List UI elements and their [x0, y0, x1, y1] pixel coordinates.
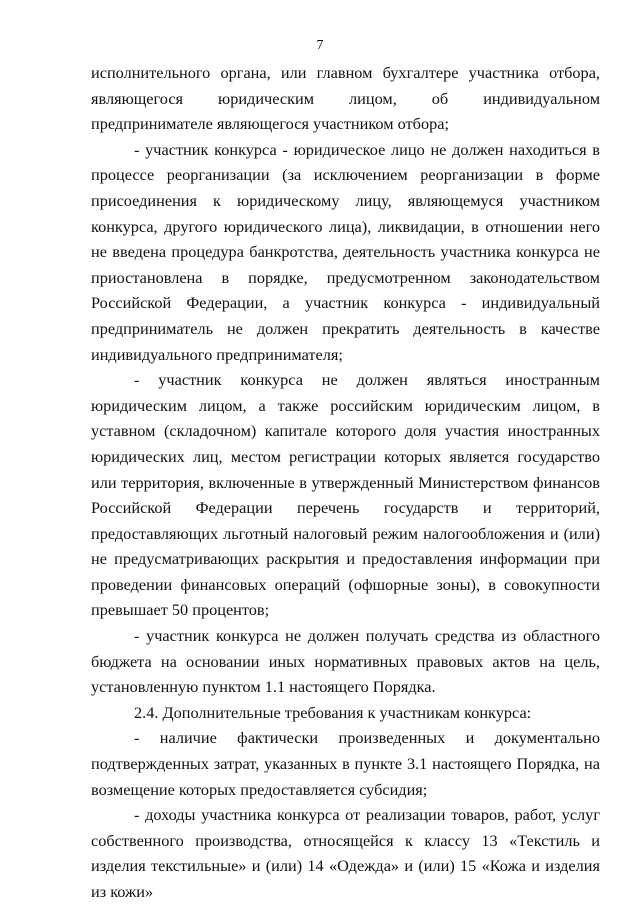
paragraph-income: - доходы участника конкурса от реализации товаров, работ, услуг собственного производства, относящейся к классу 13 «Текстиль и изделия текстильные» и (или) 14 «Одежда» и (или) 15 «Кожа и изделия из кожи»	[91, 805, 600, 901]
paragraph-costs: - наличие фактически произведенных и документально подтвержденных затрат, указанных в пункте 3.1 настоящего Порядка, на возмещение которых предоставляется субсидия;	[91, 728, 600, 799]
paragraph-reorganization: - участник конкурса - юридическое лицо не должен находиться в процессе реорганизации (за исключением реорганизации в форме присоединения к юридическому лицу, являющемуся участником конкурса, другого юридического лица), ликвидации, в отношении него не введена процедура банкротства, деятельность участника конкурса не приостановлена в порядке, предусмотренном законодательством Российской Федерации, а участник конкурса - индивидуальный предприниматель не должен прекратить деятельность в качестве индивидуального предпринимателя;	[91, 139, 600, 364]
paragraph-regional-budget: - участник конкурса не должен получать средства из областного бюджета на основании иных нормативных правовых актов на цель, установленную пунктом 1.1 настоящего Порядка.	[91, 626, 600, 697]
paragraph-continuation: исполнительного органа, или главном бухгалтере участника отбора, являющегося юридическим лицом, об индивидуальном предпринимателе являющегося участником отбора;	[91, 63, 600, 134]
page-number: 7	[316, 38, 324, 53]
paragraph-foreign-entity: - участник конкурса не должен являться иностранным юридическим лицом, а также российским юридическим лицом, в уставном (складочном) капитале которого доля участия иностранных юридических лиц, местом регистрации которых является государство или территория, включенные в утвержденный Министерством финансов Российской Федерации перечень государств и территорий, предоставляющих льготный налоговый режим налогообложения и (или) не предусматривающих раскрытия и предоставления информации при проведении финансовых операций (офшорные зоны), в совокупности превышает 50 процентов;	[91, 370, 600, 620]
document-body	[91, 60, 600, 905]
paragraph-additional-requirements: 2.4. Дополнительные требования к участникам конкурса:	[134, 702, 532, 722]
